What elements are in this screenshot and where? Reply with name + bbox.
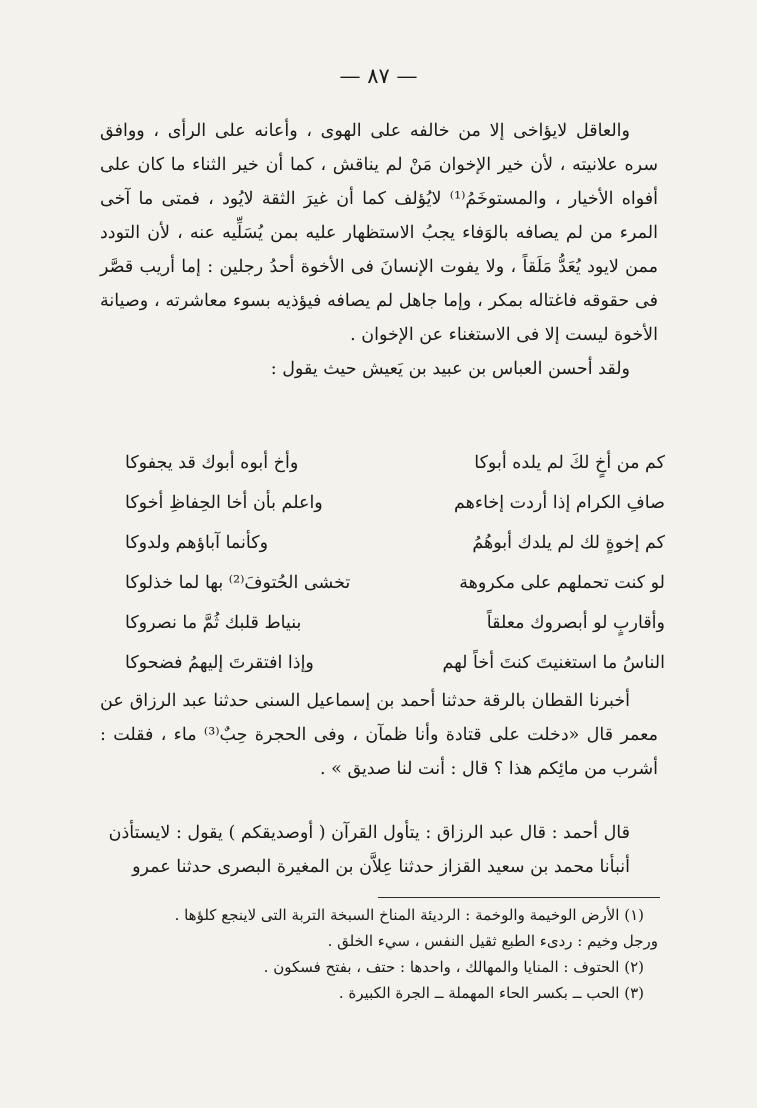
verse-first-hemistich: لو كنت تحملهم على مكروهة [459, 573, 665, 593]
poem-verse [125, 643, 665, 683]
verse-second-hemistich: وأخ أبوه أبوك قد يجفوكا [125, 453, 299, 473]
verse-second-hemistich: واعلم بأن أخا الحِفاظِ أخوكا [125, 493, 323, 513]
footnote: (٢) الحتوف : المنايا والمهالك ، واحدها : حتف ، بفتح فسكون . [263, 958, 644, 976]
poem-verse [125, 563, 665, 603]
poem-verse [125, 443, 665, 483]
closing-paragraph: قال أحمد : قال عبد الرزاق : يتأول القرآن ( أوصديقكم ) يقول : لايستأذن [108, 823, 630, 843]
poem-intro: ولقد أحسن العباس بن عبيد بن يَعيش حيث يقول : [270, 359, 630, 379]
verse-first-hemistich: وأقاربٍ لو أبصروك معلقاً [486, 613, 665, 633]
footnote-separator [378, 897, 660, 898]
closing-text [100, 816, 658, 884]
verse-first-hemistich: الناسُ ما استغنيتَ كنتَ أخاً لهم [442, 653, 665, 673]
poem-verse [125, 483, 665, 523]
poem-verse [125, 523, 665, 563]
page-number: — ٨٧ — [339, 64, 418, 88]
verse-second-hemistich: تخشى الحُتوفَ⁽²⁾ بها لما خذلوكا [125, 573, 351, 593]
verse-first-hemistich: كم إخوةٍ لك لم يلدك أبوهُمُ [472, 533, 665, 553]
verse-first-hemistich: كم من أخٍ لكَ لم يلده أبوكا [474, 453, 665, 473]
poem [125, 443, 665, 683]
verse-second-hemistich: بنياط قلبك ثُمَّ ما نصروكا [125, 613, 302, 633]
poem-verse [125, 603, 665, 643]
verse-second-hemistich: وإذا افتقرتَ إليهمُ فضحوكا [125, 653, 314, 673]
footnotes [110, 902, 658, 1006]
footnote: (١) الأرض الوخيمة والوخمة : الرديئة المناخ السبخة التربة التى لاينجع كلؤها . [174, 906, 644, 924]
verse-second-hemistich: وكأنما آباؤهم ولدوكا [125, 533, 269, 553]
footnote: (٣) الحب ــ بكسر الحاء المهملة ــ الجرة الكبيرة . [338, 984, 644, 1002]
body-paragraph: والعاقل لايؤاخى إلا من خالفه على الهوى ، وأعانه على الرأى ، ووافق سره علانيته ، لأن خير الإخوان مَنْ لم يناقش ، كما أن خير الثناء ما كان على أفواه الأخيار ، والمستوخَمُ⁽¹⁾ لايُؤلف كما أن غيرَ الثقة لايُود ، فمتى ما آخى المرء من لم يصافه بالوَفاء يجبُ الاستظهار عليه بمن يُسَلِّيه عنه ، لأن التودد ممن لايود يُعَدُّ مَلَقاً ، ولا يفوت الإنسانَ فى الأخوة أحدُ رجلين : إما أريب قصَّر فى حقوقه فاغتاله بمكر ، وإما جاهل لم يصافه فيؤذيه بسوء معاشرته ، وصيانة الأخوة ليست إلا فى الاستغناء عن الإخوان . [100, 121, 658, 345]
footnote-continuation: ورجل وخيم : ردىء الطبع ثقيل النفس ، سيء الخلق . [327, 932, 658, 950]
narration-text [100, 684, 658, 786]
main-text [100, 114, 658, 386]
closing-paragraph: أنبأنا محمد بن سعيد القزاز حدثنا عِلاَّن بن المغيرة البصرى حدثنا عمرو [132, 857, 630, 877]
verse-first-hemistich: صافِ الكرام إذا أردت إخاءهم [453, 493, 665, 513]
narration-paragraph: أخبرنا القطان بالرقة حدثنا أحمد بن إسماعيل السنى حدثنا عبد الرزاق عن معمر قال «دخلت على قتادة وأنا ظمآن ، وفى الحجرة حِبٌ⁽³⁾ ماء ، فقلت : أشرب من مائِكم هذا ؟ قال : أنت لنا صديق » . [100, 691, 658, 779]
